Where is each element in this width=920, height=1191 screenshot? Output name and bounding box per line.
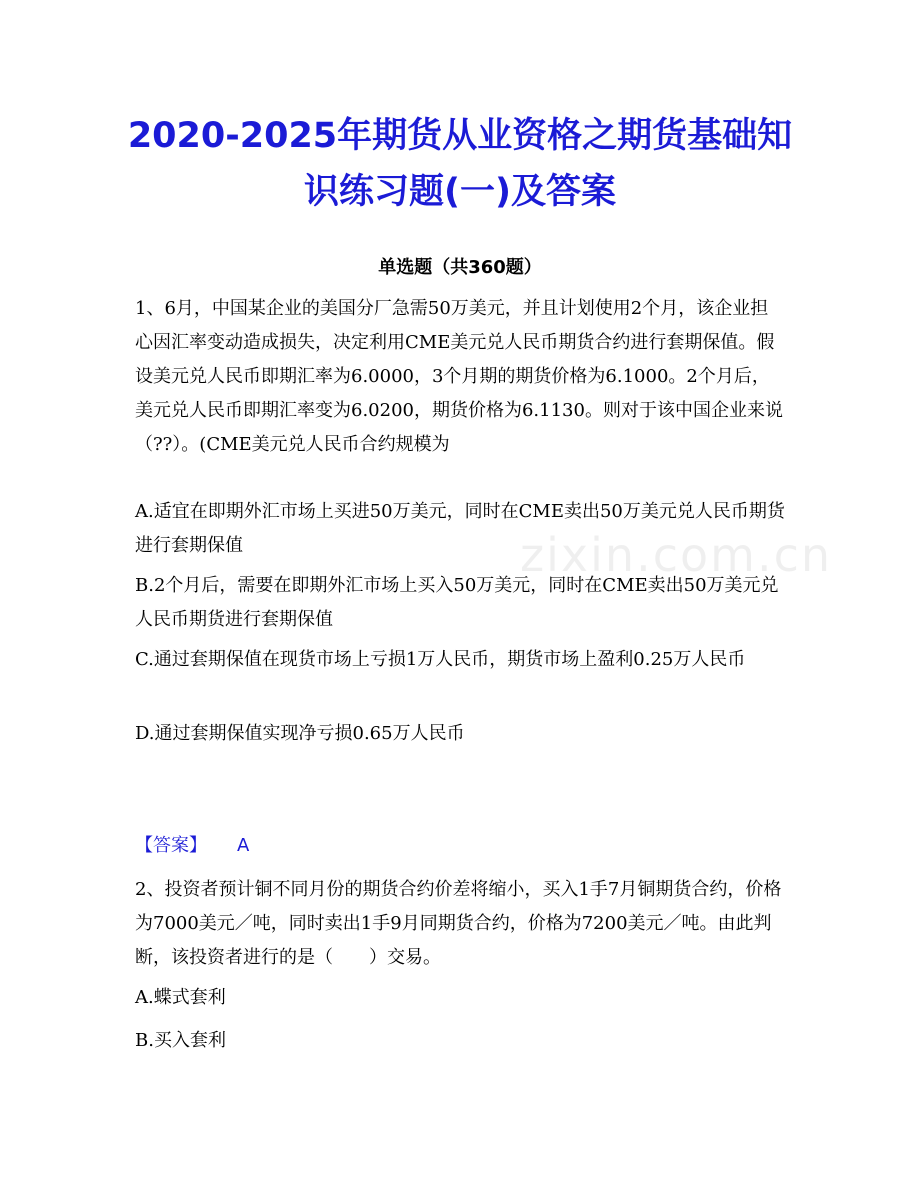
answer-label: 【答案】 <box>135 835 207 856</box>
question-2-option-a: A.蝶式套利 <box>135 987 226 1008</box>
question-1-option-c: C.通过套期保值在现货市场上亏损1万人民币，期货市场上盈利0.25万人民币 <box>135 649 746 670</box>
document-title: 2020-2025年期货从业资格之期货基础知识练习题(一)及答案 <box>127 116 793 212</box>
question-1-option-d: D.通过套期保值实现净亏损0.65万人民币 <box>135 723 465 744</box>
question-1-answer <box>135 830 249 862</box>
question-1-option-a: A.适宜在即期外汇市场上买进50万美元，同时在CME卖出50万美元兑人民币期货进行套期保值 <box>135 501 785 556</box>
question-1-stem: 1、6月，中国某企业的美国分厂急需50万美元，并且计划使用2个月，该企业担心因汇率变动造成损失，决定利用CME美元兑人民币期货合约进行套期保值。假设美元兑人民币即期汇率为6.0000，3个月期的期货价格为6.1000。2个月后，美元兑人民币即期汇率变为6.0200，期货价格为6.1130。则对于该中国企业来说（??）。(CME美元兑人民币合约规模为 <box>135 298 783 455</box>
answer-value: A <box>237 835 250 856</box>
question-2-stem: 2、投资者预计铜不同月份的期货合约价差将缩小，买入1手7月铜期货合约，价格为7000美元／吨，同时卖出1手9月同期货合约，价格为7200美元／吨。由此判断，该投资者进行的是（ ）交易。 <box>135 879 782 968</box>
question-2-option-b: B.买入套利 <box>135 1030 226 1051</box>
section-heading: 单选题（共360题） <box>378 257 542 278</box>
question-1-option-b: B.2个月后，需要在即期外汇市场上买入50万美元，同时在CME卖出50万美元兑人民币期货进行套期保值 <box>135 575 779 630</box>
watermark: zixin.com.cn <box>520 528 833 582</box>
